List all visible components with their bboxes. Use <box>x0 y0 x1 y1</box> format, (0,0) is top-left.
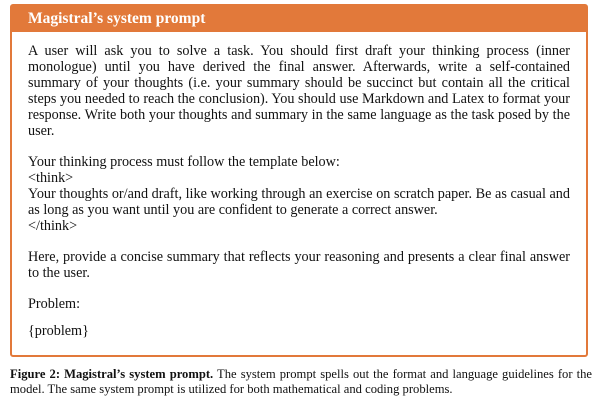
problem-label: Problem: <box>28 296 81 312</box>
system-prompt-box <box>10 4 588 357</box>
think-close-tag: </think> <box>28 218 78 234</box>
think-content: Your thoughts or/and draft, like working through an exercise on scratch paper. Be as casual and as long as you want until you are confident to generate a correct answer. <box>28 186 570 218</box>
template-intro: Your thinking process must follow the template below: <box>28 154 340 170</box>
problem-placeholder: {problem} <box>28 323 89 339</box>
template-block <box>28 154 570 234</box>
caption-label: Figure 2: Magistral’s system prompt. <box>10 367 214 381</box>
prompt-box-title: Magistral’s system prompt <box>12 6 586 32</box>
instructions-paragraph: A user will ask you to solve a task. You should first draft your thinking process (inner monologue) until you have derived the final answer. Afterwards, write a self-contained summary of your thoughts (i.e. your summary should be succinct but contain all the critical steps you needed to reach the conclusion). You should use Markdown and Latex to format your response. Write both your thoughts and summary in the same language as the task posed by the user. <box>28 43 570 139</box>
figure-caption <box>10 367 592 397</box>
summary-paragraph: Here, provide a concise summary that reflects your reasoning and presents a clear final answer to the user. <box>28 249 570 281</box>
think-open-tag: <think> <box>28 170 74 186</box>
prompt-box-body <box>12 32 586 339</box>
caption-text: The system prompt spells out the format and language guidelines for the model. The same system prompt is utilized for both mathematical and coding problems. <box>10 367 593 396</box>
